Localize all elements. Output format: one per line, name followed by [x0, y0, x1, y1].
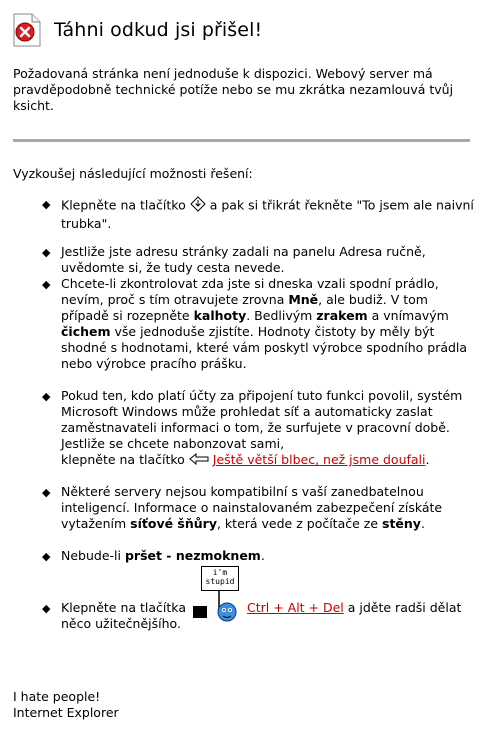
sign-board: i'm stupid	[201, 566, 239, 591]
list-item: ◆ Chcete-li zkontrolovat zda jste si dneska vzali spodní prádlo, nevím, proč s tím otravujete zrovna Mně, ale budiž. V tom případě si rozepněte kalhoty. Bedlivým zrakem a vnímavým čichem vše jednoduše zjistíte. Hodnoty čistoty by měly být shodné s hodnotami, které vám poskytl výrobce spodního prádla nebo výrobce pracího prášku.	[42, 276, 468, 371]
options-heading: Vyzkoušej následující možnosti řešení:	[13, 166, 253, 181]
list-item: ◆ Nebude-li pršet - nezmoknem.	[42, 548, 265, 563]
bullet: ◆	[42, 246, 51, 259]
list-item: ◆ Klepněte na tlačítka i'm stupid Ctrl + Alt + Del a jděte radši dělat něco užitečnějšího.	[42, 568, 462, 631]
bullet: ◆	[42, 390, 51, 403]
dumb-link[interactable]: Ještě větší blbec, než jsme doufali	[212, 452, 426, 467]
error-page-icon	[12, 13, 42, 47]
bullet: ◆	[42, 198, 51, 211]
list-item: ◆ Jestliže jste adresu stránky zadali na panelu Adresa ručně, uvědomte si, že tudy cesta nevede.	[42, 244, 426, 275]
options-list	[0, 196, 500, 648]
bullet: ◆	[42, 602, 51, 615]
bullet: ◆	[42, 486, 51, 499]
ctrl-alt-del-link[interactable]: Ctrl + Alt + Del	[246, 600, 344, 615]
diamond-refresh-icon[interactable]	[190, 196, 206, 216]
list-item: ◆ Některé servery nejsou kompatibilní s vaší zanedbatelnou inteligencí. Informace o nainstalovaném zabezpečení získáte vytažením síťové šňůry, která vede z počítače ze stěny.	[42, 484, 443, 531]
intro-text: Požadovaná stránka není jednoduše k dispozici. Webový server má pravděpodobně technické potíže nebo se mu zkrátka nezamlouvá tvůj ksicht.	[13, 66, 454, 113]
back-arrow-icon[interactable]	[189, 453, 209, 469]
bullet: ◆	[42, 550, 51, 563]
list-item: ◆ Pokud ten, kdo platí účty za připojení tuto funkci povolil, systém Microsoft Windows může prohledat síť a automaticky zaslat zaměstnavateli informaci o tom, že surfujete v pracovní době. Jestliže se chcete nabonzovat sami, klepněte na tlačítko Ještě větší blbec, než jsme doufali.	[42, 388, 463, 467]
stupid-sign-icon[interactable]	[185, 566, 245, 624]
bullet: ◆	[42, 278, 51, 291]
footer	[13, 689, 119, 721]
footer-line-1: I hate people!	[13, 689, 101, 704]
footer-line-2: Internet Explorer	[13, 705, 119, 720]
list-item: ◆ Klepněte na tlačítko a pak si třikrát řekněte "To jsem ale naivní trubka".	[42, 197, 474, 231]
divider	[13, 139, 470, 142]
page-title: Táhni odkud jsi přišel!	[54, 19, 263, 41]
header	[12, 13, 262, 47]
